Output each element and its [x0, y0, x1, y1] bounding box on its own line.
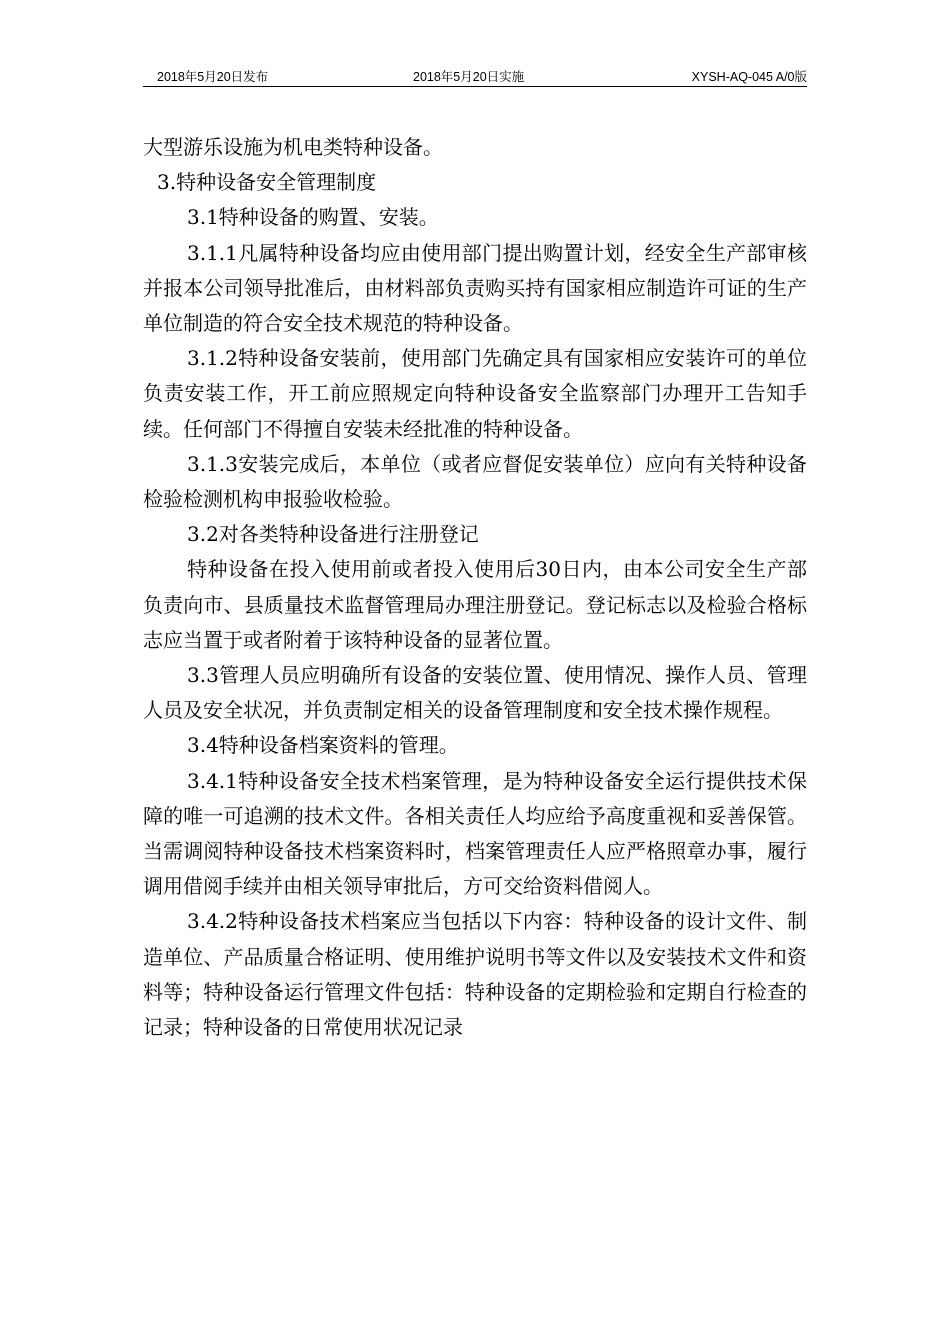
subsection-heading-3-1: 3.1特种设备的购置、安装。: [187, 205, 439, 230]
subsection-heading-3-4: 3.4特种设备档案资料的管理。: [187, 733, 459, 758]
paragraph-3-3: 3.3管理人员应明确所有设备的安装位置、使用情况、操作人员、管理人员及安全状况，并负责制定相关的设备管理制度和安全技术操作规程。: [143, 663, 807, 723]
paragraph-3-1-3: 3.1.3安装完成后，本单位（或者应督促安装单位）应向有关特种设备检验检测机构申报验收检验。: [143, 451, 807, 512]
subsection-heading-3-2: 3.2对各类特种设备进行注册登记: [187, 522, 479, 547]
paragraph-registration: 特种设备在投入使用前或者投入使用后30日内，由本公司安全生产部负责向市、县质量技术监督管理局办理注册登记。登记标志以及检验合格标志应当置于或者附着于该特种设备的显著位置。: [143, 557, 807, 652]
paragraph-3-1-2: 3.1.2特种设备安装前，使用部门先确定具有国家相应安装许可的单位负责安装工作，开工前应照规定向特种设备安全监察部门办理开工告知手续。任何部门不得擅自安装未经批准的特种设备。: [143, 346, 807, 441]
paragraph-3-4-1: 3.4.1特种设备安全技术档案管理，是为特种设备安全运行提供技术保障的唯一可追溯的技术文件。各相关责任人均应给予高度重视和妥善保管。当需调阅特种设备技术档案资料时，档案管理责任人应严格照章办事，履行调用借阅手续并由相关领导审批后，方可交给资料借阅人。: [143, 768, 807, 899]
paragraph-continuation: 大型游乐设施为机电类特种设备。: [143, 135, 443, 159]
effective-date: 2018年5月20日实施: [413, 70, 525, 84]
paragraph-3-4-2: 3.4.2特种设备技术档案应当包括以下内容：特种设备的设计文件、制造单位、产品质量合格证明、使用维护说明书等文件以及安装技术文件和资料等；特种设备运行管理文件包括：特种设备的定期检验和定期自行检查的记录；特种设备的日常使用状况记录: [143, 909, 807, 1040]
issue-date: 2018年5月20日发布: [157, 70, 269, 84]
section-heading-3: 3.特种设备安全管理制度: [157, 170, 377, 195]
paragraph-3-1-1: 3.1.1凡属特种设备均应由使用部门提出购置计划，经安全生产部审核并报本公司领导批准后，由材料部负责购买持有国家相应制造许可证的生产单位制造的符合安全技术规范的特种设备。: [143, 240, 807, 336]
page-header: [143, 68, 807, 87]
document-code: XYSH-AQ-045 A/0版: [691, 70, 807, 84]
document-body: [143, 130, 807, 1045]
